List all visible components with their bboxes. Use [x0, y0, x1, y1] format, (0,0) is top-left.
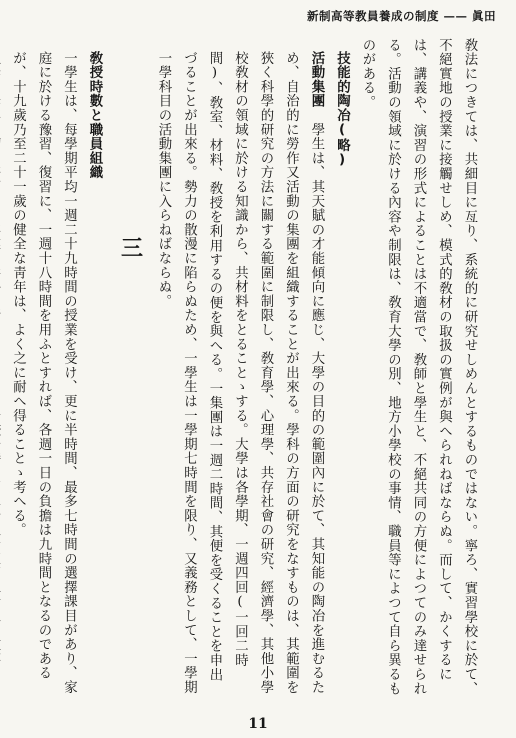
paragraph-text: 學生は、其天賦の才能傾向に應じ、大學の目的の範圍內に於て、其知能の陶冶を進むるため、自治的に勞作又活動の集團を組織することが出來る。學科の方面の研究をなすものは、其範圍を狹く科學的研究の方法に關する範圍に制限し、敎育學、心理學、共存社會の研究、經濟學、其他小學校敎材の領域に於ける知識から、共材料をとることゝする。大學は各學期、一週四回(一回二時間)、敎室、材料、敎授を利用するの便を與へる。一集團は一週二時間、其便を受くることを申出づることが出來る。勢力の散漫に陷らぬため、一學生は一學期七時間を限り、又義務として、一學期一學科目の活動集團に入らねばならぬ。 [156, 51, 324, 695]
paragraph [0, 38, 5, 696]
running-header: 新制高等教員養成の制度 —— 眞田 [306, 9, 496, 23]
page-body [10, 38, 496, 696]
paragraph: 一學生は、每學期平均一週二十九時間の授業を受け、更に半時間、最多七時間の選擇課目があり、家庭に於ける豫習、復習に、一週十八時間を用ふとすれば、各週一日の負擔は九時間となるのであるが、十九歲乃至二十一歲の健全な靑年は、よく之に耐へ得ることゝ考へる。 [10, 51, 77, 695]
paragraph: 敎法につきては、共細目に亙り、系統的に研究せしめんとするものではない。寧ろ、實習學校に於て、不絕實地の授業に接觸せしめ、模式的敎材の取扱の實例が與へられねばならぬ。而して、かくするには、講義や、演習の形式によることは不適當で、敎師と學生と、不絕共同の方便によつてのみ達せられる。活動の領域に於ける內容や制限は、敎育大學の別、地方小學校の事情、職員等によつて自ら異るものがある。 [360, 38, 477, 696]
page-number: 11 [248, 716, 268, 732]
section-number: 三 [117, 236, 143, 259]
subheading-skill-cultivation: 技能的陶冶(略) [334, 51, 350, 169]
subheading-teaching-hours: 敎授時數と職員組織 [87, 51, 102, 181]
inline-heading-activity-groups: 活動集團 [309, 51, 324, 109]
paragraph-activity-groups [151, 38, 330, 696]
